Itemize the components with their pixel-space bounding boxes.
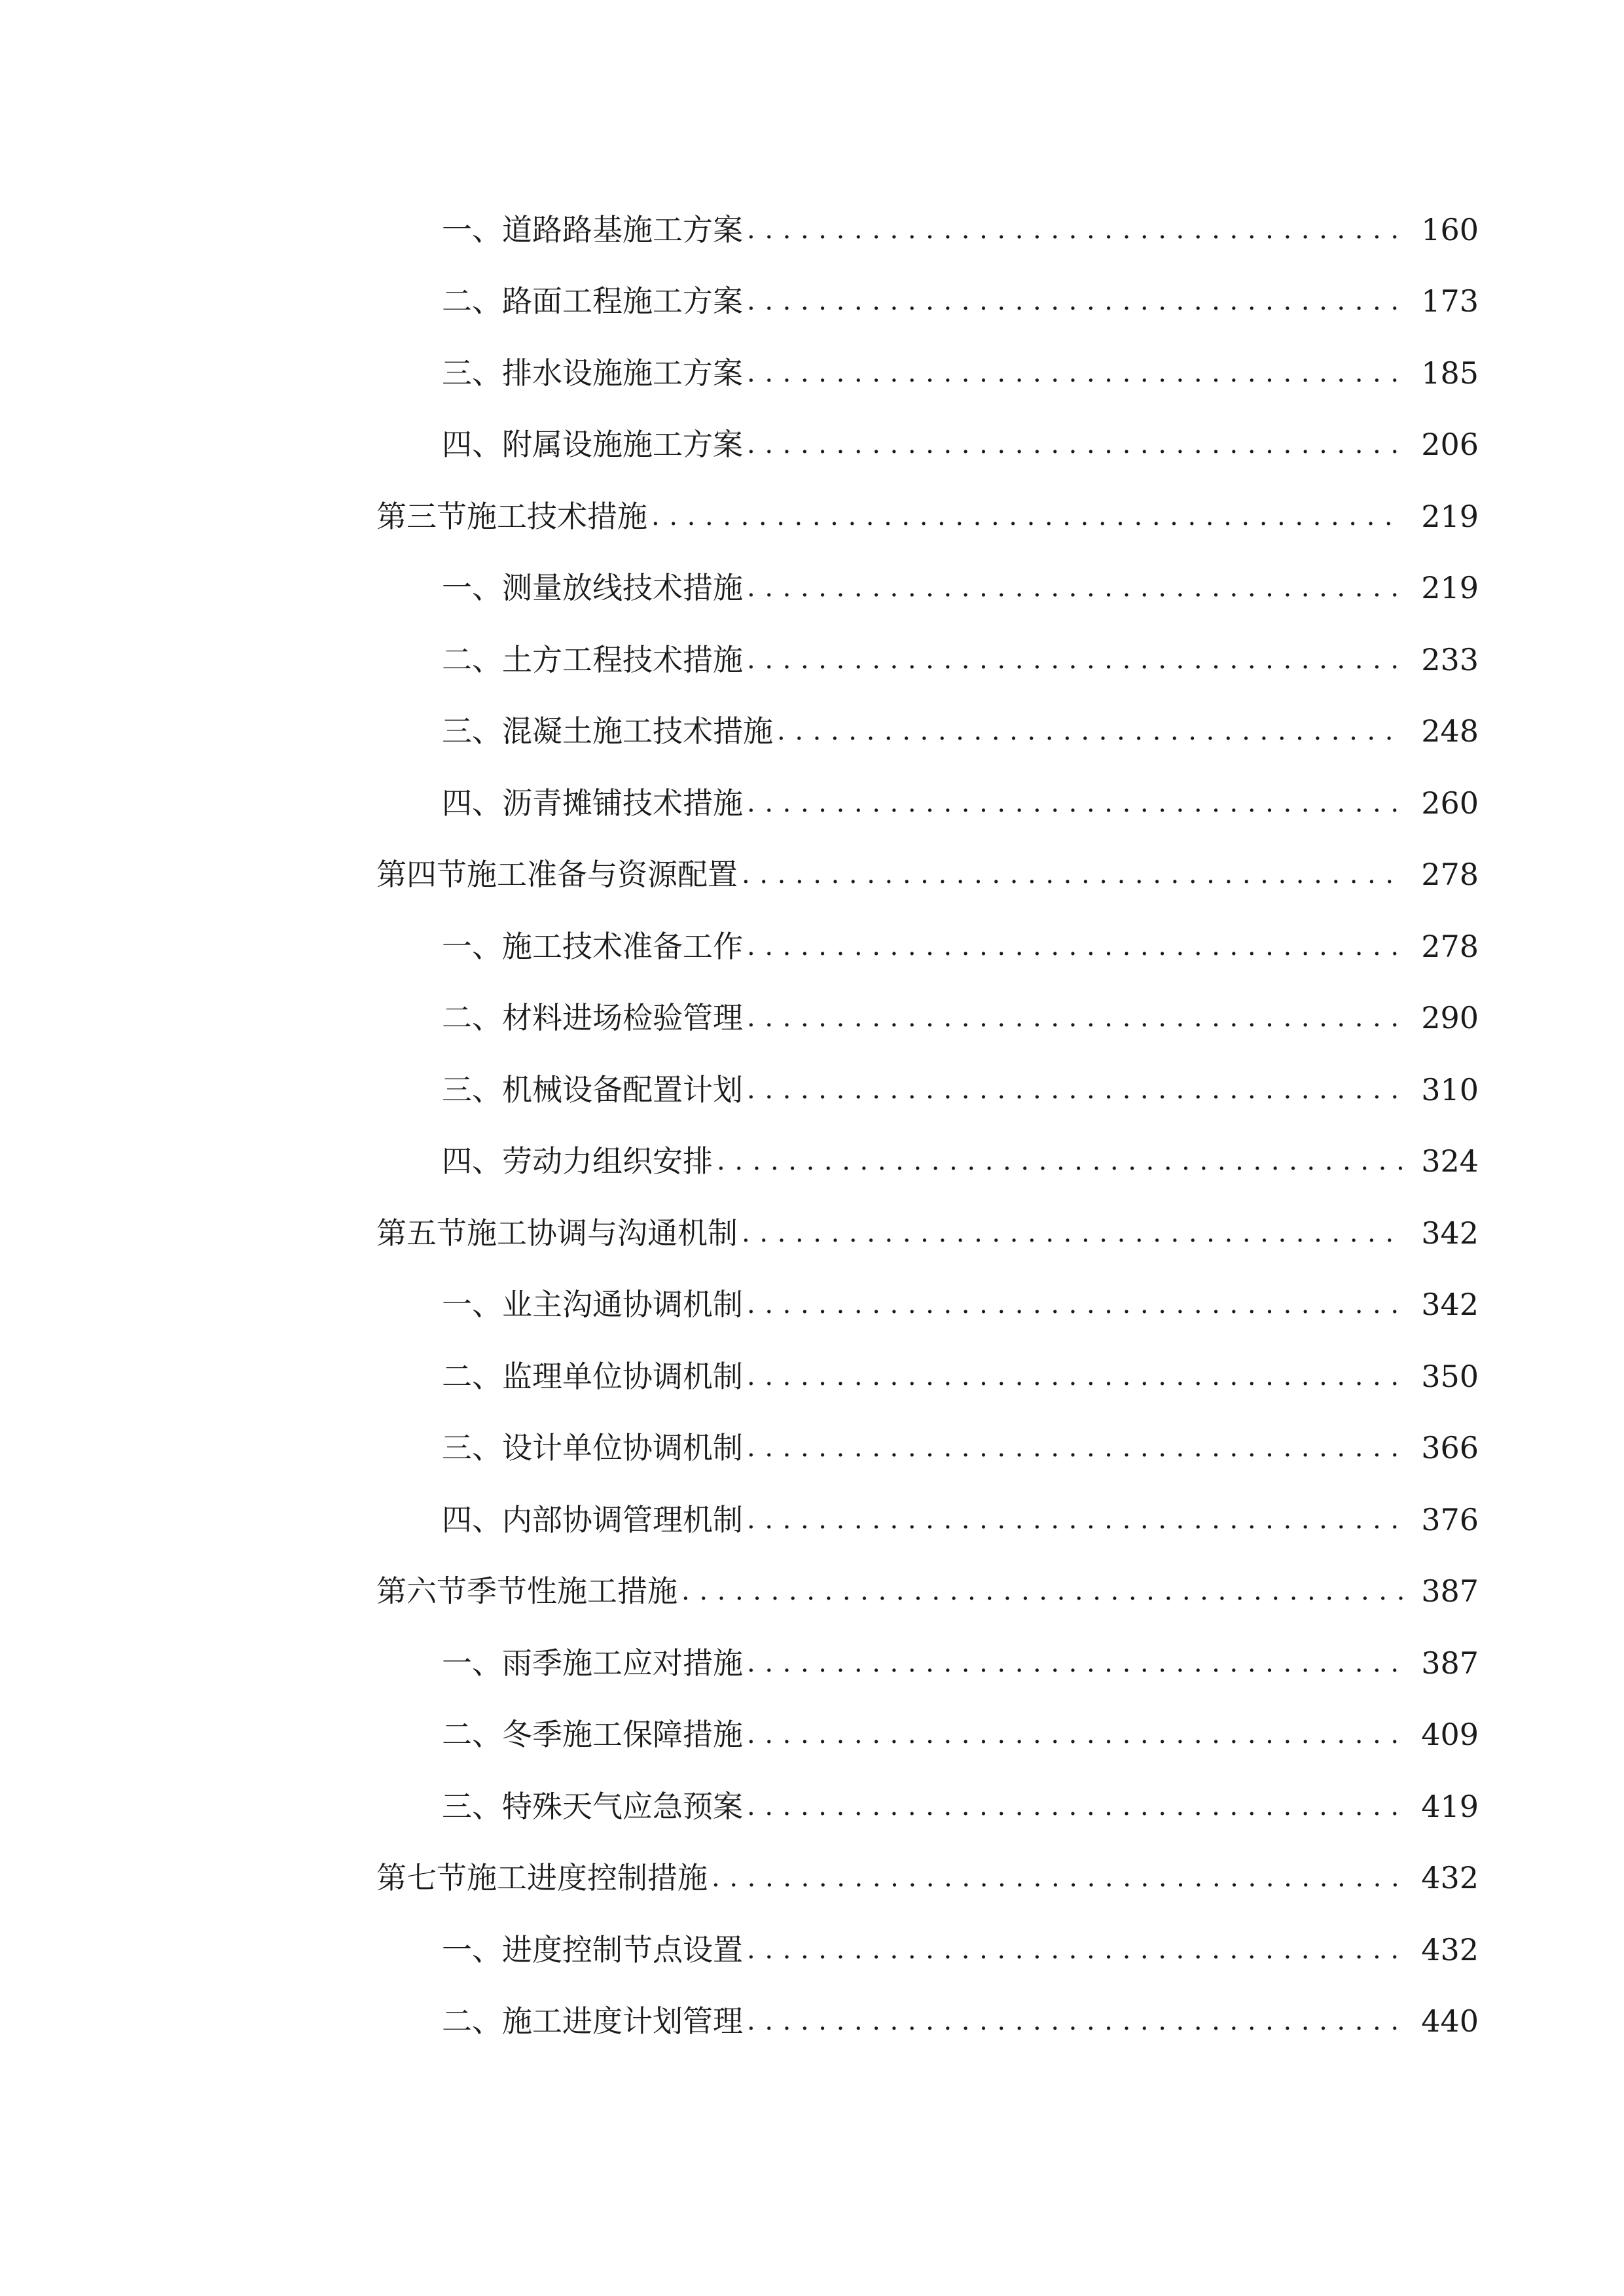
toc-dot-leader: [747, 1291, 1403, 1318]
toc-entry-page-number: 206: [1421, 427, 1479, 463]
toc-subsection-entry[interactable]: [0, 1914, 1624, 1986]
toc-dot-leader: [747, 360, 1403, 386]
toc-dot-leader: [747, 1507, 1403, 1533]
toc-entry-page-number: 387: [1421, 1573, 1479, 1609]
toc-entry-number: 四、: [442, 1501, 502, 1537]
toc-dot-leader: [747, 1005, 1403, 1031]
toc-dot-leader: [742, 861, 1403, 888]
toc-entry-page-number: 342: [1421, 1287, 1479, 1323]
toc-dot-leader: [747, 1937, 1403, 1963]
toc-subsection-entry[interactable]: [0, 337, 1624, 409]
toc-entry-number: 一、: [442, 211, 502, 247]
toc-subsection-entry[interactable]: [0, 409, 1624, 481]
toc-entry-title: 设计单位协调机制: [502, 1430, 743, 1466]
toc-entry-page-number: 248: [1421, 713, 1479, 749]
toc-entry-title: 施工技术准备工作: [502, 928, 743, 964]
toc-entry-title: 施工技术措施: [467, 498, 647, 534]
toc-entry-number: 三、: [442, 713, 502, 749]
toc-entry-title: 排水设施施工方案: [502, 355, 743, 391]
toc-section-entry[interactable]: [0, 1197, 1624, 1269]
toc-dot-leader: [742, 1220, 1403, 1246]
toc-subsection-entry[interactable]: [0, 1770, 1624, 1842]
toc-entry-page-number: 432: [1421, 1860, 1479, 1896]
table-of-contents: [0, 194, 1624, 2057]
toc-entry-number: 四、: [442, 785, 502, 821]
toc-entry-number: 二、: [442, 1000, 502, 1036]
toc-entry-number: 二、: [442, 283, 502, 319]
toc-entry-title: 进度控制节点设置: [502, 1931, 743, 1967]
toc-entry-page-number: 278: [1421, 857, 1479, 893]
toc-entry-page-number: 290: [1421, 1000, 1479, 1036]
toc-entry-page-number: 324: [1421, 1143, 1479, 1179]
toc-section-entry[interactable]: [0, 480, 1624, 552]
toc-subsection-entry[interactable]: [0, 1126, 1624, 1198]
toc-dot-leader: [747, 647, 1403, 673]
toc-entry-title: 业主沟通协调机制: [502, 1287, 743, 1323]
toc-dot-leader: [747, 1435, 1403, 1461]
toc-entry-page-number: 219: [1421, 570, 1479, 606]
toc-dot-leader: [747, 1077, 1403, 1103]
toc-entry-page-number: 310: [1421, 1071, 1479, 1107]
toc-entry-number: 一、: [442, 928, 502, 964]
toc-subsection-entry[interactable]: [0, 767, 1624, 839]
toc-entry-page-number: 366: [1421, 1430, 1479, 1466]
toc-subsection-entry[interactable]: [0, 1340, 1624, 1412]
toc-entry-number: 四、: [442, 1143, 502, 1179]
toc-entry-number: 第七节: [376, 1860, 467, 1896]
toc-entry-number: 一、: [442, 570, 502, 606]
toc-entry-page-number: 419: [1421, 1788, 1479, 1824]
toc-section-entry[interactable]: [0, 839, 1624, 911]
toc-subsection-entry[interactable]: [0, 1054, 1624, 1126]
toc-entry-number: 一、: [442, 1645, 502, 1681]
toc-entry-title: 混凝土施工技术措施: [502, 713, 773, 749]
toc-subsection-entry[interactable]: [0, 1412, 1624, 1484]
toc-subsection-entry[interactable]: [0, 1627, 1624, 1699]
toc-entry-title: 冬季施工保障措施: [502, 1717, 743, 1753]
toc-entry-title: 道路路基施工方案: [502, 211, 743, 247]
toc-entry-number: 三、: [442, 1788, 502, 1824]
toc-entry-page-number: 260: [1421, 785, 1479, 821]
toc-subsection-entry[interactable]: [0, 1269, 1624, 1341]
toc-entry-number: 四、: [442, 427, 502, 463]
toc-entry-page-number: 376: [1421, 1501, 1479, 1537]
toc-entry-number: 第六节: [376, 1573, 467, 1609]
toc-dot-leader: [747, 288, 1403, 314]
toc-entry-title: 施工准备与资源配置: [467, 857, 738, 893]
toc-entry-page-number: 432: [1421, 1931, 1479, 1967]
toc-subsection-entry[interactable]: [0, 194, 1624, 266]
toc-entry-number: 第五节: [376, 1215, 467, 1251]
toc-entry-title: 机械设备配置计划: [502, 1071, 743, 1107]
toc-entry-number: 三、: [442, 1430, 502, 1466]
toc-subsection-entry[interactable]: [0, 266, 1624, 338]
toc-entry-page-number: 342: [1421, 1215, 1479, 1251]
toc-entry-number: 三、: [442, 1071, 502, 1107]
toc-dot-leader: [747, 1650, 1403, 1676]
toc-entry-number: 第四节: [376, 857, 467, 893]
toc-entry-page-number: 409: [1421, 1717, 1479, 1753]
toc-dot-leader: [747, 790, 1403, 816]
toc-entry-number: 一、: [442, 1931, 502, 1967]
toc-entry-title: 特殊天气应急预案: [502, 1788, 743, 1824]
toc-subsection-entry[interactable]: [0, 552, 1624, 624]
toc-entry-title: 路面工程施工方案: [502, 283, 743, 319]
toc-dot-leader: [777, 718, 1403, 744]
toc-entry-number: 三、: [442, 355, 502, 391]
toc-entry-page-number: 278: [1421, 928, 1479, 964]
toc-entry-page-number: 173: [1421, 283, 1479, 319]
toc-subsection-entry[interactable]: [0, 910, 1624, 982]
toc-entry-title: 季节性施工措施: [467, 1573, 677, 1609]
toc-dot-leader: [747, 217, 1403, 243]
toc-entry-title: 测量放线技术措施: [502, 570, 743, 606]
toc-entry-title: 内部协调管理机制: [502, 1501, 743, 1537]
toc-entry-number: 二、: [442, 1717, 502, 1753]
toc-subsection-entry[interactable]: [0, 1986, 1624, 2058]
toc-section-entry[interactable]: [0, 1556, 1624, 1628]
toc-entry-number: 二、: [442, 641, 502, 677]
toc-entry-title: 监理单位协调机制: [502, 1358, 743, 1394]
toc-entry-title: 沥青摊铺技术措施: [502, 785, 743, 821]
toc-entry-page-number: 350: [1421, 1358, 1479, 1394]
toc-entry-title: 施工进度控制措施: [467, 1860, 708, 1896]
toc-subsection-entry[interactable]: [0, 982, 1624, 1054]
toc-dot-leader: [712, 1865, 1403, 1891]
toc-entry-page-number: 233: [1421, 641, 1479, 677]
toc-entry-title: 附属设施施工方案: [502, 427, 743, 463]
toc-entry-page-number: 387: [1421, 1645, 1479, 1681]
toc-entry-number: 第三节: [376, 498, 467, 534]
toc-entry-page-number: 219: [1421, 498, 1479, 534]
toc-section-entry[interactable]: [0, 1842, 1624, 1914]
toc-dot-leader: [747, 1793, 1403, 1820]
toc-entry-page-number: 160: [1421, 211, 1479, 247]
toc-dot-leader: [747, 933, 1403, 960]
toc-entry-number: 二、: [442, 1358, 502, 1394]
toc-entry-title: 劳动力组织安排: [502, 1143, 713, 1179]
toc-entry-title: 雨季施工应对措施: [502, 1645, 743, 1681]
toc-entry-title: 施工进度计划管理: [502, 2003, 743, 2039]
toc-subsection-entry[interactable]: [0, 1699, 1624, 1771]
toc-entry-page-number: 440: [1421, 2003, 1479, 2039]
toc-entry-number: 一、: [442, 1287, 502, 1323]
toc-subsection-entry[interactable]: [0, 696, 1624, 768]
toc-subsection-entry[interactable]: [0, 624, 1624, 696]
toc-dot-leader: [747, 2008, 1403, 2034]
toc-subsection-entry[interactable]: [0, 1484, 1624, 1556]
toc-dot-leader: [747, 575, 1403, 601]
toc-entry-title: 施工协调与沟通机制: [467, 1215, 738, 1251]
toc-entry-number: 二、: [442, 2003, 502, 2039]
toc-dot-leader: [651, 503, 1403, 529]
toc-dot-leader: [681, 1578, 1403, 1604]
toc-entry-title: 材料进场检验管理: [502, 1000, 743, 1036]
toc-dot-leader: [747, 1721, 1403, 1748]
toc-dot-leader: [747, 431, 1403, 457]
toc-dot-leader: [747, 1363, 1403, 1390]
toc-dot-leader: [717, 1148, 1403, 1174]
toc-entry-title: 土方工程技术措施: [502, 641, 743, 677]
toc-entry-page-number: 185: [1421, 355, 1479, 391]
